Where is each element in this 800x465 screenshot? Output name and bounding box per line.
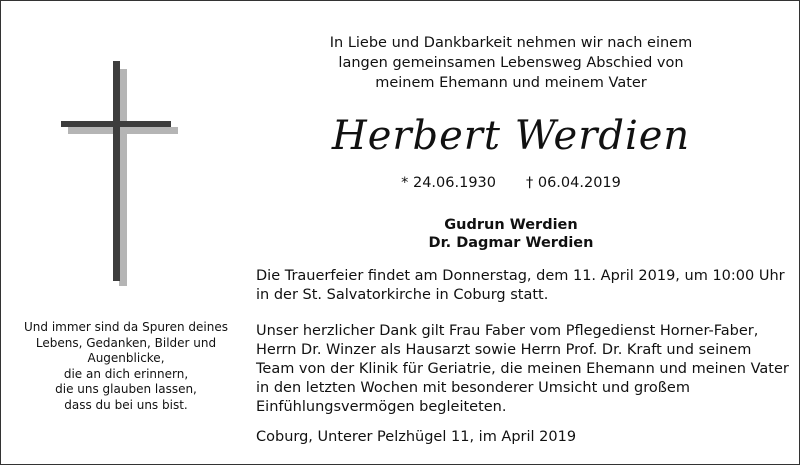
cross-beam-vertical	[113, 61, 120, 281]
poem-line: die an dich erinnern,	[63, 366, 189, 381]
cross-shadow-vertical	[119, 69, 127, 286]
thanks-line: Team von der Klinik für Geriatrie, die meinen Ehemann und meinen Vater	[256, 361, 789, 377]
thanks-line: Einfühlungsvermögen begleiteten.	[256, 399, 507, 415]
cross-beam-horizontal	[61, 121, 171, 127]
life-dates	[256, 173, 766, 193]
intro-text	[256, 33, 766, 93]
funeral-line: Die Trauerfeier findet am Donnerstag, dem 11. April 2019, um 10:00 Uhr	[256, 268, 785, 284]
deceased-name: Herbert Werdien	[331, 113, 691, 159]
thanks-line: in den letzten Wochen mit besonderer Umsicht und großem	[256, 380, 690, 396]
intro-line: langen gemeinsamen Lebensweg Abschied von	[338, 55, 684, 71]
intro-line: meinem Ehemann und meinem Vater	[375, 75, 647, 91]
mourners-list	[256, 216, 766, 252]
mourner-name: Dr. Dagmar Werdien	[428, 235, 594, 251]
closing-line: Coburg, Unterer Pelzhügel 11, im April 2019	[256, 429, 577, 445]
intro-line: In Liebe und Dankbarkeit nehmen wir nach einem	[329, 35, 693, 51]
funeral-info	[256, 267, 786, 305]
thanks-line: Unser herzlicher Dank gilt Frau Faber vom Pflegedienst Horner-Faber,	[256, 323, 759, 339]
cross-icon	[61, 61, 181, 286]
memorial-poem	[11, 320, 241, 413]
poem-line: die uns glauben lassen,	[55, 382, 197, 396]
mourner-name: Gudrun Werdien	[444, 217, 578, 233]
cross-shadow-horizontal	[68, 127, 178, 134]
thanks-paragraph	[256, 322, 789, 417]
poem-line: Augenblicke,	[87, 351, 165, 365]
thanks-line: Herrn Dr. Winzer als Hausarzt sowie Herrn Prof. Dr. Kraft und seinem	[256, 342, 752, 358]
funeral-line: in der St. Salvatorkirche in Coburg statt.	[256, 287, 549, 303]
poem-line: Und immer sind da Spuren deines	[24, 320, 228, 334]
body-text	[256, 267, 789, 417]
poem-line: dass du bei uns bist.	[64, 397, 188, 412]
poem-line: Lebens, Gedanken, Bilder und	[35, 335, 217, 350]
death-date: † 06.04.2019	[526, 175, 621, 191]
birth-date: * 24.06.1930	[401, 175, 496, 191]
